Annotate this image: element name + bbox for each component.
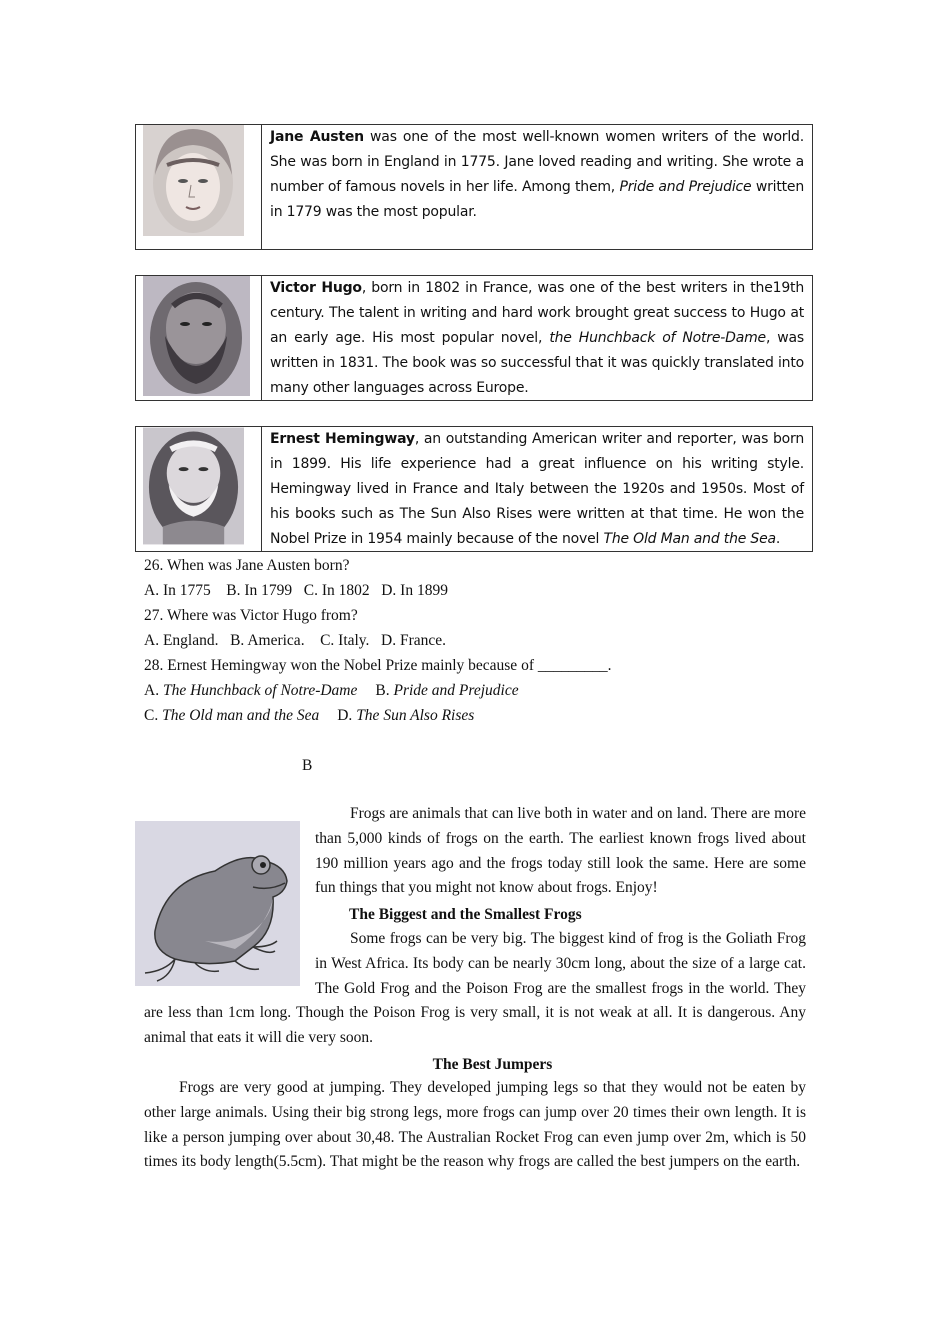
question-26-options: A. In 1775 B. In 1799 C. In 1802 D. In 1899: [144, 582, 448, 599]
option-prefix: C.: [144, 707, 163, 724]
option-prefix: B.: [375, 682, 394, 699]
heading-best-jumpers: The Best Jumpers: [432, 1056, 553, 1073]
question-27: 27. Where was Victor Hugo from?: [144, 607, 358, 624]
section-label: B: [302, 757, 313, 774]
bio-text-part: , born in 1802 in France, was one of the best writers in the19th century. The talent in writing and hard work brought great success to Hugo at an early age. His most popular novel,: [270, 280, 804, 346]
portrait-cell: [136, 276, 262, 400]
option-prefix: A.: [144, 682, 163, 699]
bio-box-ernest-hemingway: [135, 426, 813, 552]
question-27-options: A. England. B. America. C. Italy. D. France.: [144, 632, 447, 649]
bio-text-part: , an outstanding American writer and reporter, was born in 1899. His life experience had a great influence on his writing style. Hemingway lived in France and Italy between the 1920s and 1950s. Most of his books such as The Sun Also Rises were written at that time. He won the Nobel Prize in 1954 mainly because of the novel: [270, 431, 805, 547]
option-b: Pride and Prejudice: [393, 682, 519, 699]
option-prefix: D.: [337, 707, 357, 724]
portrait-cell: [136, 427, 262, 551]
bio-name: Jane Austen: [270, 129, 364, 145]
frog-paragraph-1: [144, 927, 806, 1051]
bio-box-victor-hugo: [135, 275, 813, 401]
question-26: 26. When was Jane Austen born?: [144, 557, 350, 574]
para1-text: Some frogs can be very big. The biggest kind of frog is the Goliath Frog in West Africa. Its body can be nearly 30cm long, about the size of a large cat. The Gold Frog and the Poison Frog are the smallest frogs in the world. They are less than 1cm long. Though the Poison Frog is very small, it is not weak at all. It is dangerous. Any animal that eats it will die very soon.: [144, 930, 806, 1047]
heading-text: The Biggest and the Smallest Frogs: [349, 906, 582, 923]
bio-text-part: , was written in 1831. The book was so successful that it was quickly translated into many other languages across Europe.: [270, 330, 804, 396]
bio-name: Ernest Hemingway: [270, 431, 415, 447]
option-a: The Hunchback of Notre-Dame: [162, 682, 358, 699]
book-title: The Old Man and the Sea: [603, 531, 776, 547]
option-d: The Sun Also Rises: [356, 707, 475, 724]
ernest-hemingway-portrait: [143, 427, 244, 545]
bio-text-part: written in 1779 was the most popular.: [270, 179, 804, 220]
heading-biggest-smallest: [349, 902, 582, 927]
question-28: 28. Ernest Hemingway won the Nobel Prize mainly because of _________.: [144, 657, 612, 674]
question-28-options-ab: [144, 678, 519, 703]
bio-text-part: was one of the most well-known women writers of the world. She was born in England in 1775. Jane loved reading and writing. She wrote a number of famous novels in her life. Among them,: [270, 129, 804, 195]
jane-austen-portrait: [143, 125, 244, 236]
bio-text: [262, 427, 812, 551]
book-title: the Hunchback of Notre-Dame: [549, 330, 766, 346]
portrait-cell: [136, 125, 262, 249]
frog-intro: Frogs are animals that can live both in water and on land. There are more than 5,000 kinds of frogs on the earth. The earliest known frogs lived about 190 million years ago and the frogs today still look the same. Here are some fun things that you might not know about frogs. Enjoy!: [315, 805, 806, 897]
victor-hugo-portrait: [143, 276, 250, 396]
frog-paragraph-2: Frogs are very good at jumping. They developed jumping legs so that they would not be eaten by other large animals. Using their big strong legs, more frogs can jump over 20 times their own length. It is like a person jumping over about 30,48. The Australian Rocket Frog can even jump over 2m, which is 50 times its body length(5.5cm). That might be the reason why frogs are called the best jumpers on the earth.: [144, 1079, 806, 1171]
bio-text: [262, 125, 812, 249]
bio-text: [262, 276, 812, 400]
bio-name: Victor Hugo: [270, 280, 362, 296]
question-28-options-cd: [144, 703, 474, 728]
bio-box-jane-austen: [135, 124, 813, 250]
option-c: The Old man and the Sea: [162, 707, 320, 724]
book-title: Pride and Prejudice: [619, 179, 752, 195]
bio-text-part: .: [775, 531, 781, 547]
